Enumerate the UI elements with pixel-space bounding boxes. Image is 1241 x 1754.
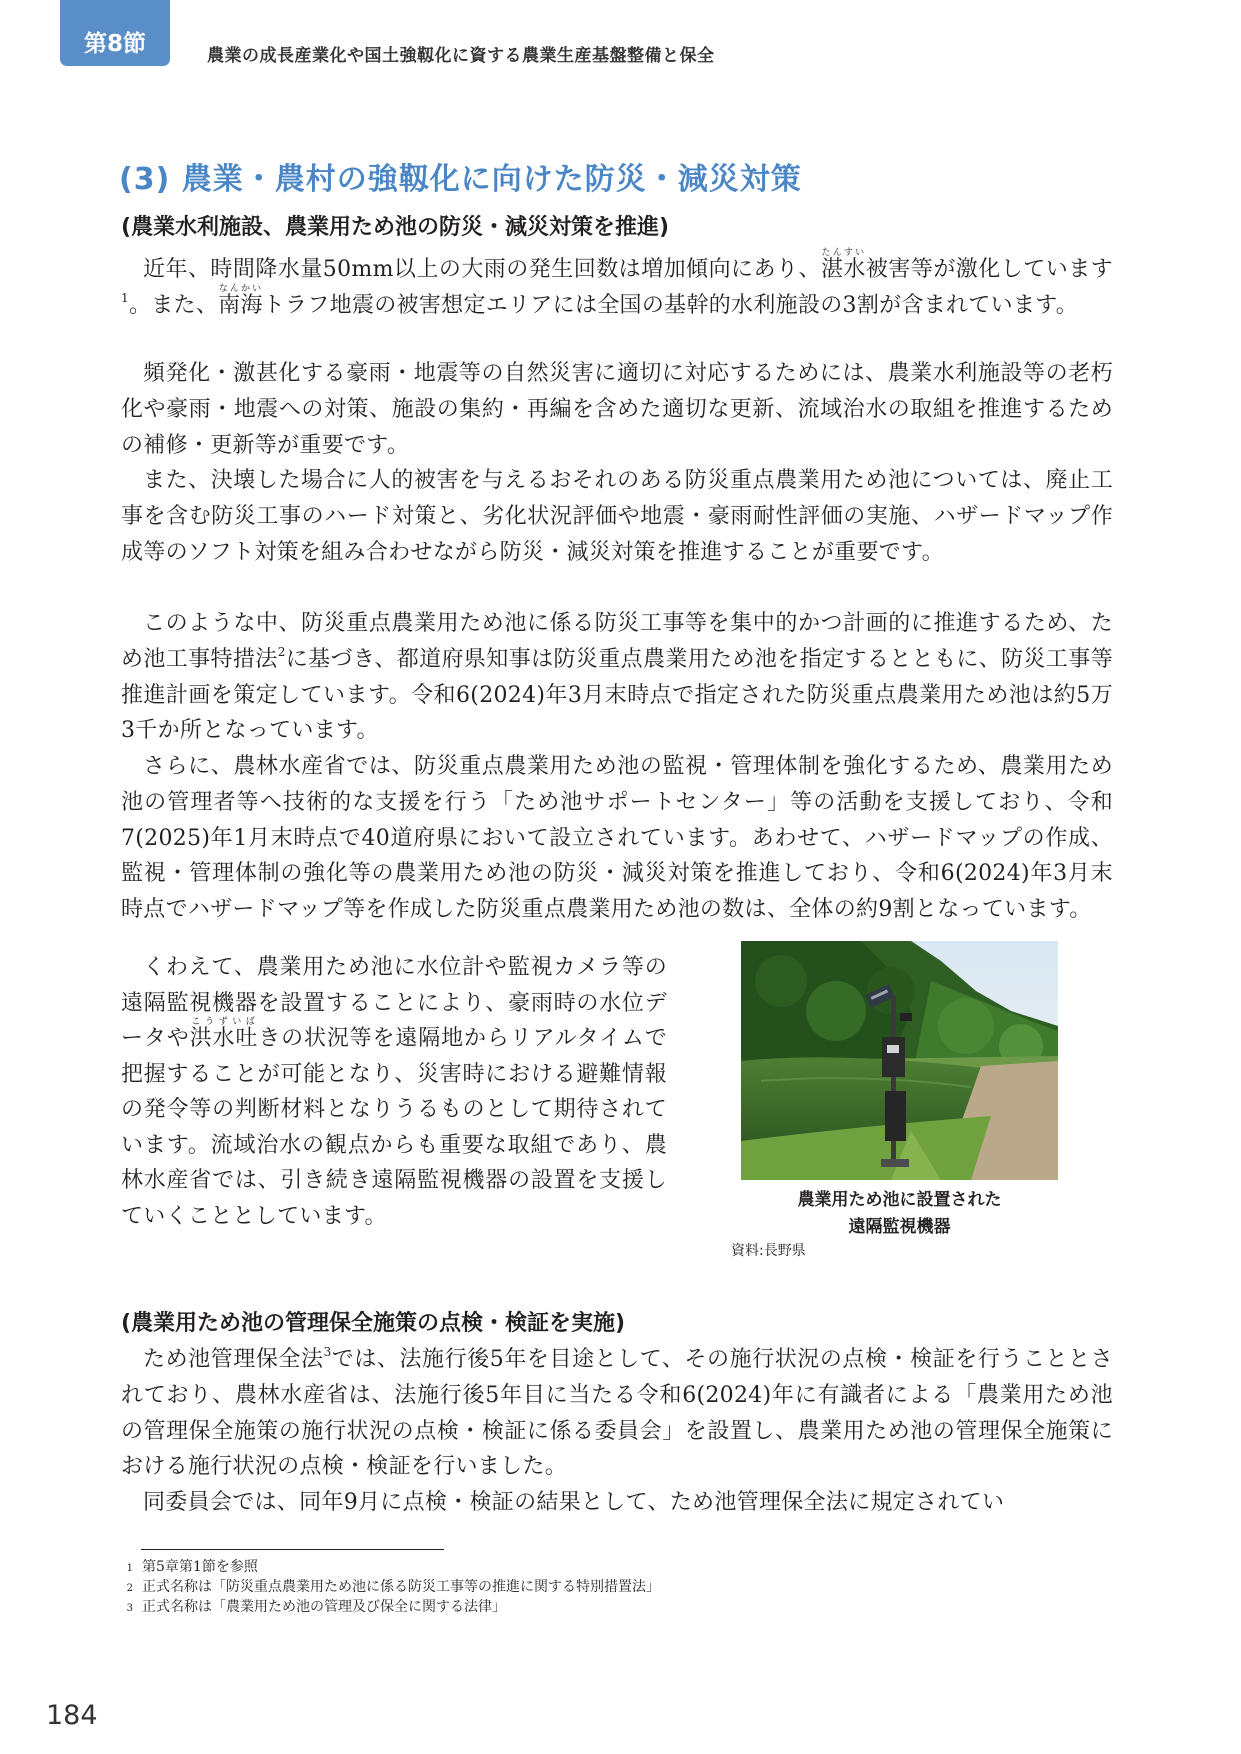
paragraph: ため池管理保全法$^3$では、法施行後5年を目途として、その施行状況の点検・検証を行うこととされており、農林水産省は、法施行後5年目に当たる令和6(2024)年に有識者による「農業用ため池の管理保全施策の施行状況の点検・検証に係る委員会」を設置し、農業用ため池の管理保全施策における施行状況の点検・検証を行いました。 — [121, 1345, 1113, 1480]
footnote-number: 3 — [126, 1603, 133, 1614]
footnote-item — [115, 1558, 660, 1578]
pond-photo-illustration — [741, 941, 1058, 1180]
footnote-number: 2 — [126, 1583, 133, 1594]
figure-source: 資料:長野県 — [731, 1243, 806, 1259]
footnote-divider — [141, 1549, 444, 1550]
ruby-tansui: 湛水たんすい — [820, 248, 866, 282]
footnote-text: 正式名称は「防災重点農業用ため池に係る防災工事等の推進に関する特別措置法」 — [142, 1579, 660, 1595]
ruby-kouzuiba: 洪水吐こうずいば — [189, 1017, 259, 1051]
footnote-ref: 1 — [121, 290, 129, 305]
paragraph: また、決壊した場合に人的被害を与えるおそれのある防災重点農業用ため池については、廃止工事を含む防災工事のハード対策と、劣化状況評価や地震・豪雨耐性評価の実施、ハザードマップ作成等のソフト対策を組み合わせながら防災・減災対策を推進することが重要です。 — [121, 468, 1113, 565]
section-tab: 第8節 — [60, 0, 170, 66]
footnote-text: 第5章第1節を参照 — [142, 1559, 258, 1575]
footnote-text: 正式名称は「農業用ため池の管理及び保全に関する法律」 — [142, 1599, 506, 1615]
topic-heading-management-review: (農業用ため池の管理保全施策の点検・検証を実施) — [121, 1311, 626, 1336]
footnotes — [115, 1558, 660, 1618]
caption-line-1: 農業用ため池に設置された — [797, 1190, 1002, 1210]
paragraph: くわえて、農業用ため池に水位計や監視カメラ等の遠隔監視機器を設置することにより、豪雨時の水位データや洪水吐こうずいばきの状況等を遠隔地からリアルタイムで把握することが可能となり、災害時における避難情報の発令等の判断材料となりうるものとして期待されています。流域治水の観点からも重要な取組であり、農林水産省では、引き続き遠隔監視機器の設置を支援していくこととしています。 — [121, 955, 668, 1229]
figure-caption — [741, 1187, 1058, 1241]
footnote-item — [115, 1598, 660, 1618]
footnote-ref: 2 — [277, 644, 286, 659]
caption-line-2: 遠隔監視機器 — [848, 1217, 951, 1237]
section-title: 農業の成長産業化や国土強靱化に資する農業生産基盤整備と保全 — [207, 46, 715, 66]
paragraph: 頻発化・激甚化する豪雨・地震等の自然災害に適切に対応するためには、農業水利施設等の老朽化や豪雨・地震への対策、施設の集約・再編を含めた適切な更新、流域治水の取組を推進するための補修・更新等が重要です。 — [121, 361, 1113, 458]
footnote-ref: 3 — [323, 1345, 332, 1359]
subsection-heading: (3) 農業・農村の強靱化に向けた防災・減災対策 — [119, 162, 802, 197]
monitoring-device-photo — [741, 941, 1058, 1180]
paragraph: 同委員会では、同年9月に点検・検証の結果として、ため池管理保全法に規定されてい — [143, 1490, 1005, 1515]
footnote-number: 1 — [126, 1563, 133, 1574]
footnote-item — [115, 1578, 660, 1598]
ruby-nankai: 南海なんかい — [218, 283, 263, 318]
page-number: 184 — [46, 1700, 98, 1731]
paragraph: 近年、時間降水量50mm以上の大雨の発生回数は増加傾向にあり、湛水たんすい被害等が激化しています$^1$。また、南海なんかいトラフ地震の被害想定エリアには全国の基幹的水利施設の3割が含まれています。 — [121, 248, 1113, 318]
paragraph: このような中、防災重点農業用ため池に係る防災工事等を集中的かつ計画的に推進するため、ため池工事特措法$^2$に基づき、都道府県知事は防災重点農業用ため池を指定するとともに、防災工事等推進計画を策定しています。令和6(2024)年3月末時点で指定された防災重点農業用ため池は約5万3千か所となっています。 — [121, 611, 1113, 744]
topic-heading-disaster-measures: (農業水利施設、農業用ため池の防災・減災対策を推進) — [121, 215, 670, 240]
paragraph: さらに、農林水産省では、防災重点農業用ため池の監視・管理体制を強化するため、農業用ため池の管理者等へ技術的な支援を行う「ため池サポートセンター」等の活動を支援しており、令和7(2025)年1月末時点で40道府県において設立されています。あわせて、ハザードマップの作成、監視・管理体制の強化等の農業用ため池の防災・減災対策を推進しており、令和6(2024)年3月末時点でハザードマップ等を作成した防災重点農業用ため池の数は、全体の約9割となっています。 — [121, 754, 1113, 923]
